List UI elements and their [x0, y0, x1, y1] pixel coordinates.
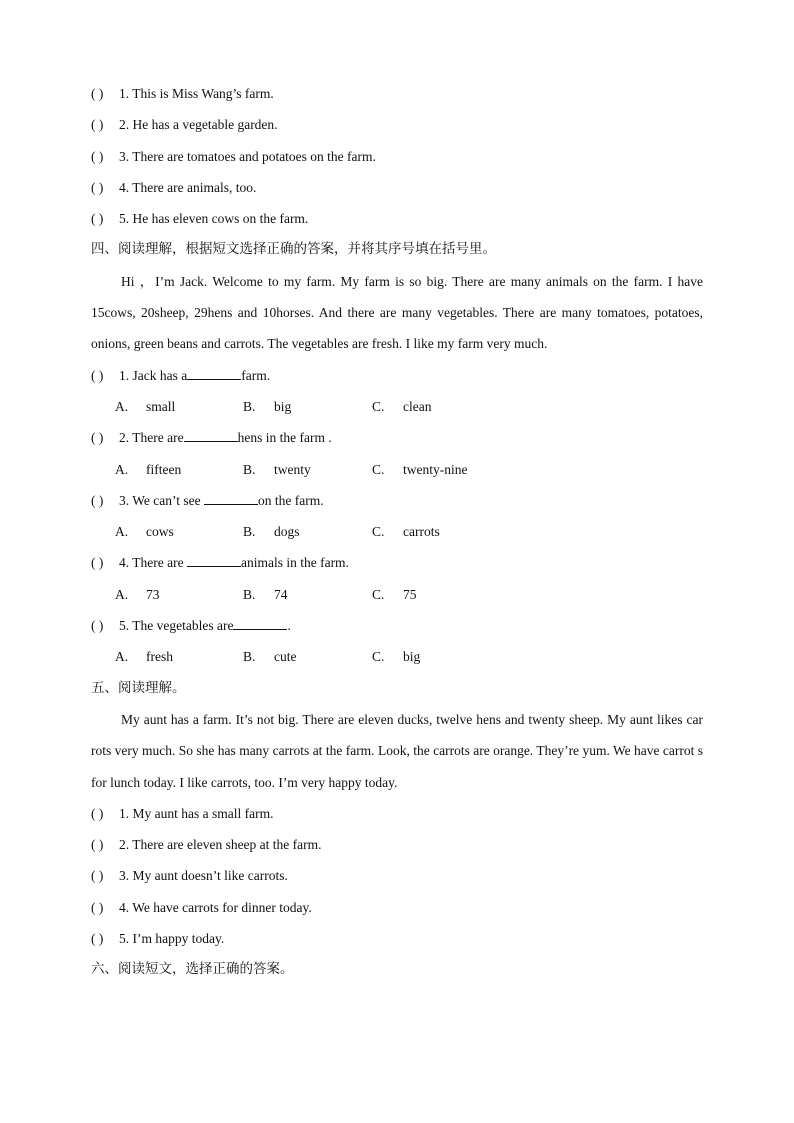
option-b[interactable] [243, 516, 300, 547]
mc-question [91, 610, 703, 641]
tf-item-text: 3. My aunt doesn’t like carrots. [119, 868, 288, 884]
options-row [91, 516, 703, 547]
option-c[interactable] [372, 516, 440, 547]
tf-item-text: 3. There are tomatoes and potatoes on the farm. [119, 148, 376, 164]
answer-paren[interactable]: ( ) [91, 837, 104, 853]
option-text: twenty-nine [403, 461, 468, 477]
fill-blank[interactable] [187, 552, 241, 567]
option-c[interactable] [372, 641, 420, 672]
option-a[interactable] [115, 516, 174, 547]
tf-item-text: 5. I’m happy today. [119, 931, 225, 947]
mc-question [91, 485, 703, 516]
question-stem-end: on the farm. [258, 492, 324, 508]
tf-item [91, 172, 703, 203]
options-row [91, 391, 703, 422]
tf-item-text: 2. There are eleven sheep at the farm. [119, 837, 322, 853]
option-b[interactable] [243, 579, 288, 610]
tf-item [91, 923, 703, 954]
answer-paren[interactable]: ( ) [91, 492, 104, 508]
option-b[interactable] [243, 641, 297, 672]
option-a[interactable] [115, 391, 175, 422]
option-text: big [403, 649, 421, 665]
option-letter: A. [115, 524, 129, 540]
answer-paren[interactable]: ( ) [91, 868, 104, 884]
question-stem: 3. We can’t see [119, 492, 205, 508]
answer-paren[interactable]: ( ) [91, 805, 104, 821]
section6-heading: 六、阅读短文，选择正确的答案。 [91, 961, 294, 978]
tf-item [91, 109, 703, 140]
option-letter: B. [243, 586, 256, 602]
option-letter: B. [243, 649, 256, 665]
question-stem: 5. The vegetables are [119, 618, 234, 634]
question-stem-end: animals in the farm. [240, 555, 349, 571]
mc-question [91, 360, 703, 391]
option-letter: A. [115, 649, 129, 665]
mc-question [91, 422, 703, 453]
fill-blank[interactable] [187, 365, 241, 380]
tf-item [91, 141, 703, 172]
answer-paren[interactable]: ( ) [91, 931, 104, 947]
options-row [91, 641, 703, 672]
option-text: twenty [274, 461, 311, 477]
answer-paren[interactable]: ( ) [91, 148, 104, 164]
option-c[interactable] [372, 579, 417, 610]
option-letter: C. [372, 649, 385, 665]
section4-heading: 四、阅读理解，根据短文选择正确的答案，并将其序号填在括号里。 [91, 241, 496, 258]
option-text: fifteen [146, 461, 182, 477]
tf-item [91, 892, 703, 923]
question-stem: 4. There are [119, 555, 187, 571]
option-c[interactable] [372, 454, 467, 485]
option-letter: C. [372, 398, 385, 414]
tf-item-text: 4. There are animals, too. [119, 179, 257, 195]
question-stem-end: farm. [241, 367, 271, 383]
worksheet-page [91, 78, 703, 986]
option-text: small [146, 398, 176, 414]
question-stem: 2. There are [119, 430, 184, 446]
answer-paren[interactable]: ( ) [91, 618, 104, 634]
answer-paren[interactable]: ( ) [91, 430, 104, 446]
section4-questions [91, 360, 703, 673]
tf-item [91, 829, 703, 860]
option-letter: A. [115, 586, 129, 602]
section3-items [91, 78, 703, 234]
tf-item-text: 1. My aunt has a small farm. [119, 805, 274, 821]
option-letter: B. [243, 524, 256, 540]
mc-question [91, 547, 703, 578]
answer-paren[interactable]: ( ) [91, 555, 104, 571]
answer-paren[interactable]: ( ) [91, 179, 104, 195]
option-text: cute [274, 649, 297, 665]
option-text: fresh [146, 649, 173, 665]
option-text: clean [403, 398, 432, 414]
option-text: cows [146, 524, 174, 540]
answer-paren[interactable]: ( ) [91, 211, 104, 227]
fill-blank[interactable] [204, 490, 258, 505]
fill-blank[interactable] [184, 427, 238, 442]
option-letter: A. [115, 461, 129, 477]
option-letter: B. [243, 398, 256, 414]
option-a[interactable] [115, 641, 173, 672]
options-row [91, 454, 703, 485]
options-row [91, 579, 703, 610]
option-text: 73 [146, 586, 160, 602]
option-text: big [274, 398, 292, 414]
option-a[interactable] [115, 454, 181, 485]
option-text: 75 [403, 586, 417, 602]
section5-passage: My aunt has a farm. It’s not big. There are eleven ducks, twelve hens and twenty sheep. My aunt likes car rots very much. So she has many carrots at the farm. Look, the carrots are orange. They’re yum. We have carrot s for lunch today. I like carrots, too. I’m very happy today. [91, 711, 703, 790]
answer-paren[interactable]: ( ) [91, 117, 104, 133]
option-b[interactable] [243, 391, 291, 422]
tf-item-text: 2. He has a vegetable garden. [119, 117, 278, 133]
section4-passage: Hi ，I’m Jack. Welcome to my farm. My farm is so big. There are many animals on the farm. I have 15cows, 20sheep, 29hens and 10horses. And there are many vegetables. There are many tomatoes, potatoes, onions, green beans and carrots. The vegetables are fresh. I like my farm very much. [91, 273, 703, 352]
fill-blank[interactable] [233, 615, 287, 630]
answer-paren[interactable]: ( ) [91, 899, 104, 915]
section5-heading: 五、阅读理解。 [91, 679, 186, 696]
answer-paren[interactable]: ( ) [91, 86, 104, 101]
option-letter: B. [243, 461, 256, 477]
option-text: carrots [403, 524, 440, 540]
answer-paren[interactable]: ( ) [91, 367, 104, 383]
option-a[interactable] [115, 579, 160, 610]
option-letter: C. [372, 524, 385, 540]
tf-item [91, 203, 703, 234]
tf-item-text: 5. He has eleven cows on the farm. [119, 211, 309, 227]
question-stem: 1. Jack has a [119, 367, 188, 383]
option-c[interactable] [372, 391, 431, 422]
question-stem-end: hens in the farm . [237, 430, 332, 446]
tf-item [91, 860, 703, 891]
tf-item [91, 798, 703, 829]
option-b[interactable] [243, 454, 311, 485]
option-letter: A. [115, 398, 129, 414]
option-letter: C. [372, 586, 385, 602]
tf-item [91, 78, 703, 109]
option-text: 74 [274, 586, 288, 602]
question-stem-end: . [287, 618, 291, 634]
option-letter: C. [372, 461, 385, 477]
section5-items [91, 798, 703, 954]
tf-item-text: 4. We have carrots for dinner today. [119, 899, 312, 915]
option-text: dogs [274, 524, 300, 540]
tf-item-text: 1. This is Miss Wang’s farm. [119, 86, 274, 101]
